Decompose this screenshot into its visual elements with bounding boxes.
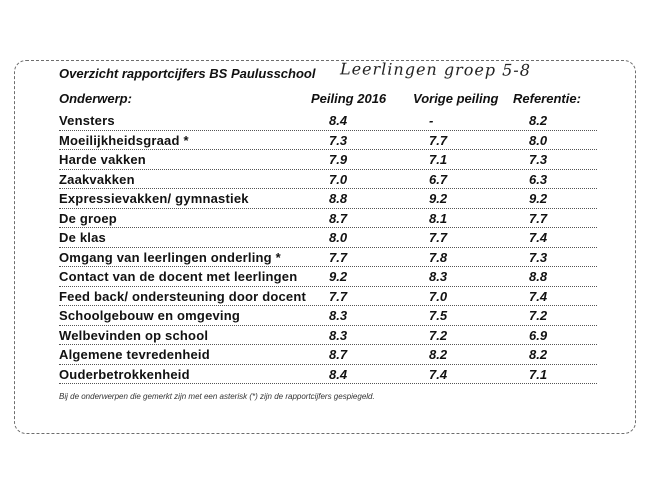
vorige-peiling-cell: 7.1 [429,152,448,167]
subject-cell: Contact van de docent met leerlingen [59,269,298,284]
referentie-cell: 7.3 [529,249,548,265]
header-referentie: Referentie: [513,91,581,106]
vorige-peiling-cell: 9.2 [429,191,448,206]
subject-cell: De klas [59,230,106,245]
table-row [59,345,597,365]
subject-cell: Algemene tevredenheid [59,347,210,362]
vorige-peiling-cell: 8.3 [429,269,448,284]
peiling-2016-cell: 7.3 [329,132,348,148]
referentie-cell: 7.2 [529,308,548,323]
referentie-cell: 7.3 [529,152,548,167]
table-row [59,209,597,229]
subject-cell: Feed back/ ondersteuning door docent [59,288,307,304]
vorige-peiling-cell: 7.7 [429,230,448,245]
peiling-2016-cell: 7.9 [329,152,348,167]
referentie-cell: 8.8 [529,269,548,284]
table-row [59,150,597,170]
peiling-2016-cell: 8.3 [329,327,348,343]
referentie-cell: 7.1 [529,366,548,382]
peiling-2016-cell: 8.0 [329,230,348,245]
peiling-2016-cell: 8.7 [329,347,348,362]
peiling-2016-cell: 8.8 [329,191,348,206]
table-header [59,91,619,109]
referentie-cell: 8.2 [529,347,548,362]
header-peiling-2016: Peiling 2016 [311,91,387,106]
subject-cell: Schoolgebouw en omgeving [59,308,241,323]
subject-cell: Harde vakken [59,152,146,167]
peiling-2016-cell: 8.4 [329,366,348,382]
subject-cell: Expressievakken/ gymnastiek [59,191,249,206]
vorige-peiling-cell: 8.2 [429,347,448,362]
table-row [59,131,597,151]
vorige-peiling-cell: 7.7 [429,132,448,148]
referentie-cell: 6.9 [529,327,548,343]
table-row [59,306,597,326]
vorige-peiling-cell: - [429,113,434,128]
peiling-2016-cell: 8.7 [329,210,348,226]
vorige-peiling-cell: 7.8 [429,249,448,265]
table-row [59,326,597,346]
referentie-cell: 8.0 [529,132,548,148]
referentie-cell: 8.2 [529,113,548,128]
peiling-2016-cell: 7.7 [329,288,348,304]
header-subject: Onderwerp: [59,91,132,106]
subject-cell: De groep [59,210,117,226]
referentie-cell: 7.4 [529,288,548,304]
referentie-cell: 6.3 [529,171,548,187]
footnote: Bij de onderwerpen die gemerkt zijn met een asterisk (*) zijn de rapportcijfers gespiegeld. [59,392,375,401]
table-row [59,111,597,131]
document-title: Overzicht rapportcijfers BS Paulusschool [59,66,316,81]
vorige-peiling-cell: 8.1 [429,210,448,226]
referentie-cell: 7.4 [529,230,548,245]
subject-cell: Vensters [59,113,115,128]
vorige-peiling-cell: 6.7 [429,171,448,187]
table-row [59,170,597,190]
table-row [59,287,597,307]
subject-cell: Ouderbetrokkenheid [59,366,190,382]
vorige-peiling-cell: 7.0 [429,288,448,304]
handwritten-note: Leerlingen groep 5-8 [339,59,532,80]
header-vorige-peiling: Vorige peiling [413,91,499,106]
subject-cell: Omgang van leerlingen onderling * [59,249,281,265]
table-row [59,228,597,248]
referentie-cell: 9.2 [529,191,548,206]
peiling-2016-cell: 8.3 [329,308,348,323]
subject-cell: Welbevinden op school [59,327,209,343]
vorige-peiling-cell: 7.5 [429,308,448,323]
peiling-2016-cell: 8.4 [329,113,348,128]
table-row [59,365,597,385]
subject-cell: Moeilijkheidsgraad * [59,132,189,148]
vorige-peiling-cell: 7.4 [429,366,448,382]
peiling-2016-cell: 7.0 [329,171,348,187]
table-body [59,111,597,384]
table-row [59,248,597,268]
peiling-2016-cell: 7.7 [329,249,348,265]
peiling-2016-cell: 9.2 [329,269,348,284]
subject-cell: Zaakvakken [59,171,135,187]
table-row [59,267,597,287]
vorige-peiling-cell: 7.2 [429,327,448,343]
table-row [59,189,597,209]
referentie-cell: 7.7 [529,210,548,226]
